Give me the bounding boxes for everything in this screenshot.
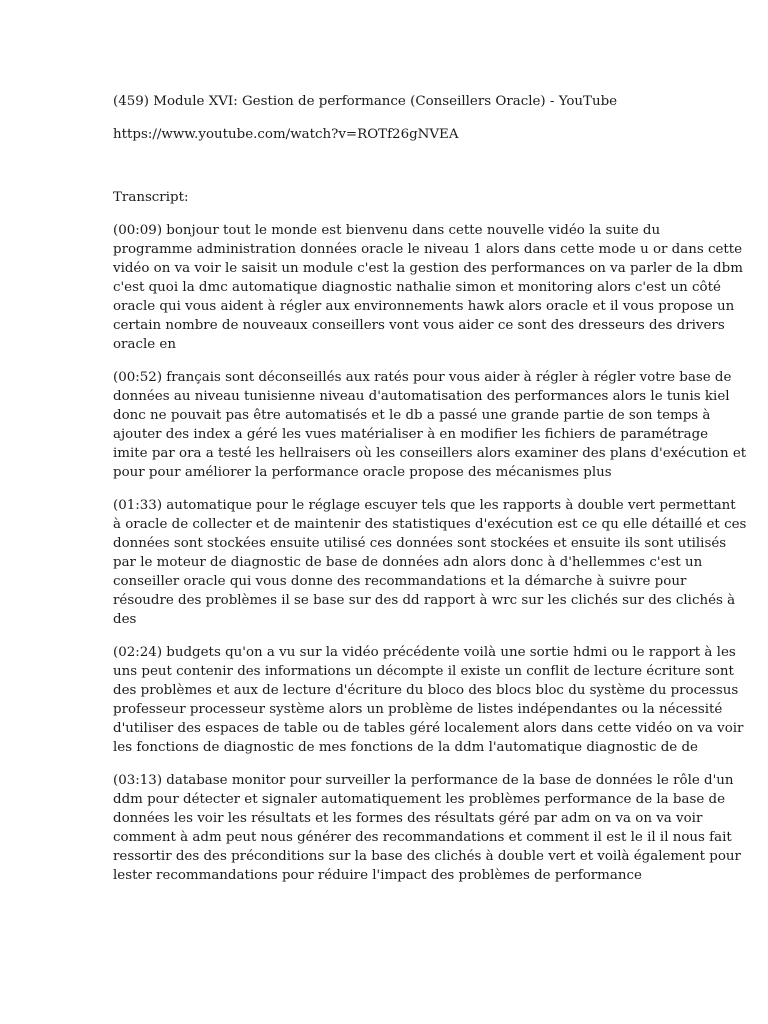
transcript-line: certain nombre de nouveaux conseillers vont vous aider ce sont des dresseurs des drivers <box>113 318 725 333</box>
transcript-label: Transcript: <box>113 190 189 205</box>
transcript-line: ressortir des des préconditions sur la base des clichés à double vert et voilà également pour <box>113 849 741 864</box>
transcript-line: donc ne pouvait pas être automatisés et le db a passé une grande partie de son temps à <box>113 408 711 423</box>
transcript-line: pour pour améliorer la performance oracle propose des mécanismes plus <box>113 465 612 480</box>
transcript-segment-0133 <box>113 496 747 629</box>
transcript-line: (02:24) budgets qu'on a vu sur la vidéo précédente voilà une sortie hdmi ou le rapport à les <box>113 645 736 660</box>
transcript-line: à oracle de collecter et de maintenir des statistiques d'exécution est ce qu elle détaillé et ces <box>113 517 747 532</box>
transcript-line: lester recommandations pour réduire l'impact des problèmes de performance <box>113 868 642 883</box>
transcript-line: données les voir les résultats et les formes des résultats géré par adm on va on va voir <box>113 811 703 826</box>
transcript-line: c'est quoi la dmc automatique diagnostic nathalie simon et monitoring alors c'est un côté <box>113 280 721 295</box>
transcript-line: professeur processeur système alors un problème de listes indépendantes ou la nécessité <box>113 702 723 717</box>
transcript-segment-0224 <box>113 643 744 757</box>
transcript-line: vidéo on va voir le saisit un module c'est la gestion des performances on va parler de la dbm <box>113 261 743 276</box>
transcript-line: comment à adm peut nous générer des recommandations et comment il est le il il nous fait <box>113 830 732 845</box>
transcript-segment-0009 <box>113 221 743 354</box>
transcript-line: uns peut contenir des informations un décompte il existe un conflit de lecture écriture sont <box>113 664 734 679</box>
transcript-line: ajouter des index a géré les vues matérialiser à en modifier les fichiers de paramétrage <box>113 427 709 442</box>
transcript-line: programme administration données oracle le niveau 1 alors dans cette mode u or dans cette <box>113 242 743 257</box>
transcript-line: résoudre des problèmes il se base sur des dd rapport à wrc sur les clichés sur des clichés à <box>113 593 736 608</box>
transcript-line: d'utiliser des espaces de table ou de tables géré localement alors dans cette vidéo on va voir <box>113 721 744 736</box>
transcript-line: ddm pour détecter et signaler automatiquement les problèmes performance de la base de <box>113 792 726 807</box>
transcript-line: (00:09) bonjour tout le monde est bienvenu dans cette nouvelle vidéo la suite du <box>113 223 661 238</box>
transcript-segment-0313 <box>113 771 741 885</box>
video-url: https://www.youtube.com/watch?v=ROTf26gNVEA <box>113 127 459 142</box>
transcript-line: conseiller oracle qui vous donne des recommandations et la démarche à suivre pour <box>113 574 687 589</box>
transcript-line: oracle qui vous aident à régler aux environnements hawk alors oracle et il vous propose un <box>113 299 735 314</box>
document-page <box>113 92 747 899</box>
transcript-line: (01:33) automatique pour le réglage escuyer tels que les rapports à double vert permettant <box>113 498 736 513</box>
document-title: (459) Module XVI: Gestion de performance (Conseillers Oracle) - YouTube <box>113 94 618 109</box>
transcript-line: imite par ora a testé les hellraisers où les conseillers alors examiner des plans d'exécution et <box>113 446 747 461</box>
transcript <box>113 221 747 885</box>
transcript-line: données sont stockées ensuite utilisé ces données sont stockées et ensuite ils sont utilisés <box>113 536 727 551</box>
transcript-line: oracle en <box>113 337 176 352</box>
transcript-line: des problèmes et aux de lecture d'écriture du bloco des blocs bloc du système du processus <box>113 683 739 698</box>
transcript-line: (00:52) français sont déconseillés aux ratés pour vous aider à régler à régler votre base de <box>113 370 732 385</box>
transcript-segment-0052 <box>113 368 747 482</box>
transcript-line: (03:13) database monitor pour surveiller la performance de la base de données le rôle d'un <box>113 773 734 788</box>
transcript-line: les fonctions de diagnostic de mes fonctions de la ddm l'automatique diagnostic de de <box>113 740 698 755</box>
transcript-line: par le moteur de diagnostic de base de données adn alors donc à d'hellemmes c'est un <box>113 555 703 570</box>
transcript-line: données au niveau tunisienne niveau d'automatisation des performances alors le tunis kiel <box>113 389 730 404</box>
transcript-line: des <box>113 612 137 627</box>
